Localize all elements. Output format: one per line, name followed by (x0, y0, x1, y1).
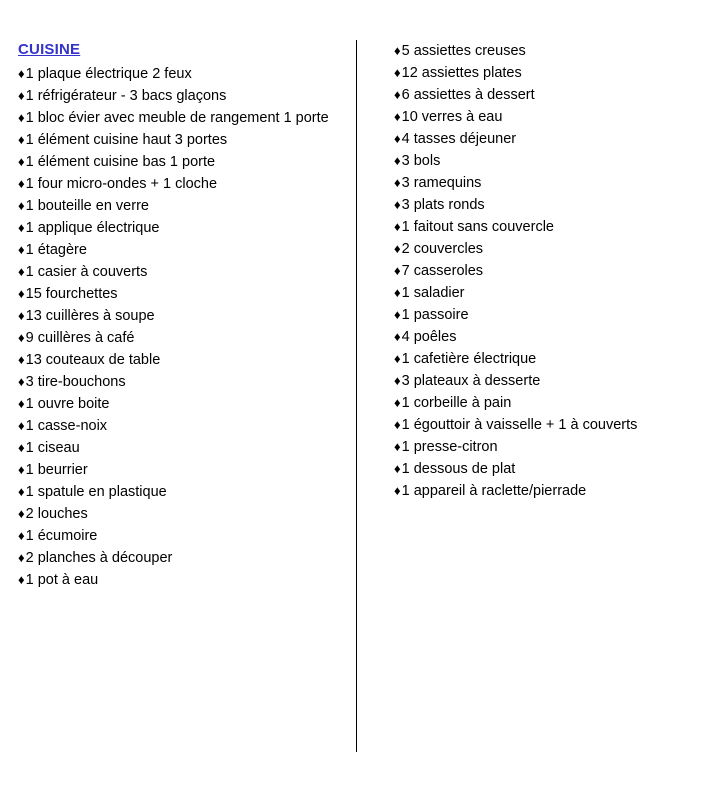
diamond-bullet-icon: ♦ (18, 330, 25, 345)
diamond-bullet-icon: ♦ (394, 197, 401, 212)
diamond-bullet-icon: ♦ (394, 483, 401, 498)
list-item-label: 1 ouvre boite (25, 396, 110, 412)
diamond-bullet-icon: ♦ (394, 461, 401, 476)
list-item (394, 62, 706, 84)
diamond-bullet-icon: ♦ (18, 198, 25, 213)
list-item-label: 1 spatule en plastique (25, 484, 167, 500)
list-item (18, 371, 350, 393)
diamond-bullet-icon: ♦ (18, 154, 25, 169)
list-item-label: 3 tire-bouchons (25, 374, 126, 390)
list-item (18, 261, 350, 283)
list-item (18, 459, 350, 481)
list-item (18, 327, 350, 349)
list-item (394, 436, 706, 458)
diamond-bullet-icon: ♦ (18, 418, 25, 433)
diamond-bullet-icon: ♦ (18, 264, 25, 279)
diamond-bullet-icon: ♦ (18, 242, 25, 257)
list-item (394, 216, 706, 238)
list-item-label: 12 assiettes plates (401, 65, 522, 81)
list-item (394, 260, 706, 282)
list-item-label: 3 plateaux à desserte (401, 373, 541, 389)
list-item-label: 1 beurrier (25, 462, 88, 478)
list-item (394, 326, 706, 348)
diamond-bullet-icon: ♦ (394, 43, 401, 58)
list-item (394, 370, 706, 392)
list-item-label: 1 égouttoir à vaisselle + 1 à couverts (401, 417, 638, 433)
diamond-bullet-icon: ♦ (18, 572, 25, 587)
list-item-label: 13 couteaux de table (25, 352, 161, 368)
list-item-label: 1 bouteille en verre (25, 198, 149, 214)
list-item-label: 1 ciseau (25, 440, 80, 456)
list-item (18, 569, 350, 591)
diamond-bullet-icon: ♦ (394, 175, 401, 190)
diamond-bullet-icon: ♦ (394, 263, 401, 278)
list-item-label: 1 dessous de plat (401, 461, 516, 477)
diamond-bullet-icon: ♦ (18, 132, 25, 147)
list-item (18, 151, 350, 173)
list-item (18, 63, 350, 85)
list-item (394, 392, 706, 414)
list-item (18, 217, 350, 239)
list-item-label: 1 casier à couverts (25, 264, 148, 280)
list-item (394, 480, 706, 502)
list-item-label: 1 four micro-ondes + 1 cloche (25, 176, 218, 192)
diamond-bullet-icon: ♦ (394, 285, 401, 300)
list-item (394, 84, 706, 106)
list-item (18, 481, 350, 503)
kitchen-items-list-right (394, 40, 706, 502)
list-item-label: 13 cuillères à soupe (25, 308, 155, 324)
list-item (18, 393, 350, 415)
diamond-bullet-icon: ♦ (394, 439, 401, 454)
list-item-label: 3 bols (401, 153, 441, 169)
diamond-bullet-icon: ♦ (394, 329, 401, 344)
list-item-label: 1 écumoire (25, 528, 98, 544)
list-item (18, 503, 350, 525)
list-item-label: 7 casseroles (401, 263, 484, 279)
diamond-bullet-icon: ♦ (394, 373, 401, 388)
list-item (394, 40, 706, 62)
list-item-label: 4 poêles (401, 329, 457, 345)
diamond-bullet-icon: ♦ (18, 528, 25, 543)
diamond-bullet-icon: ♦ (18, 88, 25, 103)
diamond-bullet-icon: ♦ (18, 396, 25, 411)
diamond-bullet-icon: ♦ (394, 307, 401, 322)
list-item-label: 1 réfrigérateur - 3 bacs glaçons (25, 88, 227, 104)
list-item (18, 525, 350, 547)
list-item (18, 349, 350, 371)
kitchen-items-list-left (18, 63, 350, 591)
diamond-bullet-icon: ♦ (18, 110, 25, 125)
list-item (18, 85, 350, 107)
list-item-label: 1 saladier (401, 285, 465, 301)
list-item-label: 3 ramequins (401, 175, 482, 191)
list-item (18, 415, 350, 437)
list-item-label: 1 appareil à raclette/pierrade (401, 483, 587, 499)
list-item-label: 1 pot à eau (25, 572, 99, 588)
diamond-bullet-icon: ♦ (18, 462, 25, 477)
list-item (18, 239, 350, 261)
diamond-bullet-icon: ♦ (18, 308, 25, 323)
list-item-label: 1 cafetière électrique (401, 351, 537, 367)
list-item (18, 195, 350, 217)
list-item (18, 283, 350, 305)
list-item (394, 172, 706, 194)
diamond-bullet-icon: ♦ (18, 440, 25, 455)
list-item (394, 458, 706, 480)
diamond-bullet-icon: ♦ (394, 131, 401, 146)
list-item (394, 348, 706, 370)
diamond-bullet-icon: ♦ (18, 66, 25, 81)
list-item (394, 150, 706, 172)
list-item-label: 1 élément cuisine haut 3 portes (25, 132, 228, 148)
diamond-bullet-icon: ♦ (18, 286, 25, 301)
list-item-label: 15 fourchettes (25, 286, 118, 302)
list-item-label: 1 élément cuisine bas 1 porte (25, 154, 216, 170)
right-column (356, 40, 712, 502)
diamond-bullet-icon: ♦ (394, 65, 401, 80)
list-item-label: 2 couvercles (401, 241, 484, 257)
diamond-bullet-icon: ♦ (18, 220, 25, 235)
list-item-label: 1 passoire (401, 307, 469, 323)
list-item (394, 282, 706, 304)
list-item (18, 437, 350, 459)
list-item (394, 238, 706, 260)
list-item-label: 3 plats ronds (401, 197, 485, 213)
list-item-label: 1 casse-noix (25, 418, 108, 434)
diamond-bullet-icon: ♦ (18, 550, 25, 565)
diamond-bullet-icon: ♦ (18, 176, 25, 191)
list-item (394, 304, 706, 326)
list-item (394, 128, 706, 150)
diamond-bullet-icon: ♦ (18, 484, 25, 499)
list-item (18, 547, 350, 569)
list-item-label: 1 corbeille à pain (401, 395, 512, 411)
list-item-label: 5 assiettes creuses (401, 43, 526, 59)
list-item-label: 1 bloc évier avec meuble de rangement 1 porte (25, 110, 329, 126)
list-item-label: 10 verres à eau (401, 109, 503, 125)
diamond-bullet-icon: ♦ (394, 395, 401, 410)
list-item-label: 2 planches à découper (25, 550, 173, 566)
diamond-bullet-icon: ♦ (394, 87, 401, 102)
list-item (18, 129, 350, 151)
list-item (394, 414, 706, 436)
list-item-label: 4 tasses déjeuner (401, 131, 517, 147)
diamond-bullet-icon: ♦ (394, 241, 401, 256)
diamond-bullet-icon: ♦ (394, 153, 401, 168)
diamond-bullet-icon: ♦ (18, 374, 25, 389)
list-item-label: 1 faitout sans couvercle (401, 219, 554, 235)
diamond-bullet-icon: ♦ (394, 417, 401, 432)
list-item-label: 1 applique électrique (25, 220, 160, 236)
list-item-label: 1 étagère (25, 242, 87, 258)
list-item (394, 106, 706, 128)
list-item-label: 9 cuillères à café (25, 330, 135, 346)
diamond-bullet-icon: ♦ (18, 352, 25, 367)
list-item (18, 173, 350, 195)
list-item (18, 305, 350, 327)
diamond-bullet-icon: ♦ (18, 506, 25, 521)
diamond-bullet-icon: ♦ (394, 351, 401, 366)
page-title: CUISINE (18, 41, 81, 58)
list-item (394, 194, 706, 216)
diamond-bullet-icon: ♦ (394, 219, 401, 234)
list-item (18, 107, 350, 129)
inventory-columns (0, 40, 712, 591)
list-item-label: 2 louches (25, 506, 88, 522)
list-item-label: 6 assiettes à dessert (401, 87, 535, 103)
diamond-bullet-icon: ♦ (394, 109, 401, 124)
list-item-label: 1 presse-citron (401, 439, 498, 455)
list-item-label: 1 plaque électrique 2 feux (25, 66, 192, 82)
left-column (0, 40, 356, 591)
